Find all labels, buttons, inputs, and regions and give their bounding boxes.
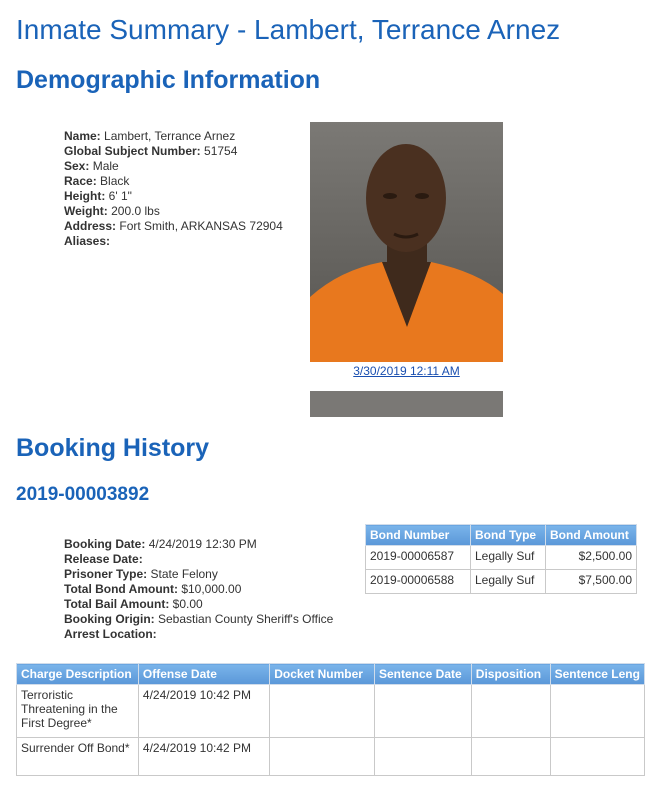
sentence-date-cell xyxy=(374,685,471,738)
sentence-length-cell xyxy=(550,738,644,776)
sentence-length-header[interactable]: Sentence Leng xyxy=(550,664,644,685)
sentence-length-cell xyxy=(550,685,644,738)
offense-date-cell: 4/24/2019 10:42 PM xyxy=(138,685,269,738)
sex-row: Sex: Male xyxy=(64,159,119,173)
booking-history-heading: Booking History xyxy=(16,434,210,462)
booking-origin-row: Booking Origin: Sebastian County Sheriff's Office xyxy=(64,612,334,626)
sentence-date-cell xyxy=(374,738,471,776)
global-subject-number-row: Global Subject Number: 51754 xyxy=(64,144,238,158)
bond-number-header[interactable]: Bond Number xyxy=(366,525,471,546)
demographic-info xyxy=(64,129,283,249)
prisoner-type-row: Prisoner Type: State Felony xyxy=(64,567,218,581)
booking-date-row: Booking Date: 4/24/2019 12:30 PM xyxy=(64,537,257,551)
page-title: Inmate Summary - Lambert, Terrance Arnez xyxy=(16,14,561,45)
total-bond-amount-row: Total Bond Amount: $10,000.00 xyxy=(64,582,242,596)
table-row xyxy=(17,738,645,776)
charge-description-cell: Terroristic Threatening in the First Degree* xyxy=(17,685,139,738)
photo-date-link[interactable]: 3/30/2019 12:11 AM xyxy=(353,364,460,378)
booking-info xyxy=(64,537,333,642)
bond-number-cell: 2019-00006588 xyxy=(366,570,471,594)
charge-description-cell: Surrender Off Bond* xyxy=(17,738,139,776)
charge-table-header xyxy=(17,664,645,685)
sentence-date-header[interactable]: Sentence Date xyxy=(374,664,471,685)
arrest-location-row: Arrest Location: xyxy=(64,627,157,641)
docket-number-cell xyxy=(270,738,375,776)
height-row: Height: 6' 1" xyxy=(64,189,132,203)
docket-number-cell xyxy=(270,685,375,738)
offense-date-cell: 4/24/2019 10:42 PM xyxy=(138,738,269,776)
release-date-row: Release Date: xyxy=(64,552,143,566)
total-bail-amount-row: Total Bail Amount: $0.00 xyxy=(64,597,203,611)
bond-type-cell: Legally Suf xyxy=(471,546,546,570)
offense-date-header[interactable]: Offense Date xyxy=(138,664,269,685)
bond-type-header[interactable]: Bond Type xyxy=(471,525,546,546)
table-row xyxy=(366,546,637,570)
aliases-row: Aliases: xyxy=(64,234,111,248)
docket-number-header[interactable]: Docket Number xyxy=(270,664,375,685)
mugshot-photo xyxy=(310,122,503,362)
disposition-header[interactable]: Disposition xyxy=(471,664,550,685)
table-row xyxy=(17,685,645,738)
bond-number-cell: 2019-00006587 xyxy=(366,546,471,570)
bond-amount-header[interactable]: Bond Amount xyxy=(546,525,637,546)
bond-amount-cell: $2,500.00 xyxy=(546,546,637,570)
name-row: Name: Lambert, Terrance Arnez xyxy=(64,129,236,143)
bond-type-cell: Legally Suf xyxy=(471,570,546,594)
charge-description-header[interactable]: Charge Description xyxy=(17,664,139,685)
photo-thumbnail-strip[interactable] xyxy=(310,391,503,417)
address-row: Address: Fort Smith, ARKANSAS 72904 xyxy=(64,219,283,233)
charge-table xyxy=(16,663,645,776)
table-row xyxy=(366,570,637,594)
bond-amount-cell: $7,500.00 xyxy=(546,570,637,594)
demographic-heading: Demographic Information xyxy=(16,66,321,94)
weight-row: Weight: 200.0 lbs xyxy=(64,204,160,218)
bond-table-header xyxy=(366,525,637,546)
bond-table xyxy=(365,524,637,594)
disposition-cell xyxy=(471,738,550,776)
disposition-cell xyxy=(471,685,550,738)
race-row: Race: Black xyxy=(64,174,130,188)
booking-number-heading: 2019-00003892 xyxy=(16,484,150,505)
